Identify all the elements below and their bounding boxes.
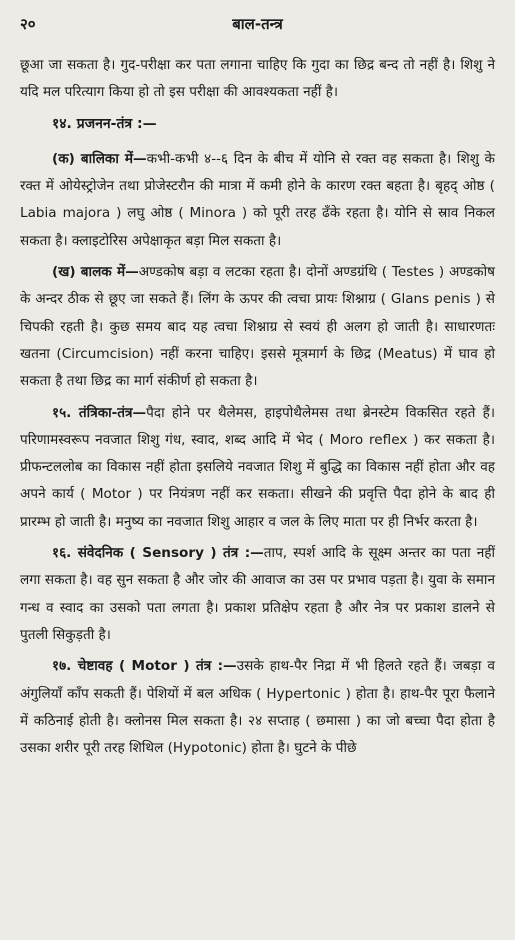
paragraph-lead: (क) बालिका में—	[52, 150, 147, 167]
page-header	[20, 14, 495, 40]
paragraph-text: पैदा होने पर थैलेमस, हाइपोथैलेमस तथा ब्रेनस्टेम विकसित रहते हैं। परिणामस्वरूप नवजात शिशु गंध, स्वाद, शब्द आदि में भेद ( Moro reflex ) कर सकता है। प्रीफन्टललोब का विकास नहीं होता इसलिये नवजात शिशु में बुद्धि का विकास नहीं होता और वह अपने कार्य ( Motor ) पर नियंत्रण नहीं कर सकता। सीखने की प्रवृत्ति पैदा होने के बाद ही प्रारम्भ हो जाती है। मनुष्य का नवजात शिशु आहार व जल के लिए माता पर ही निर्भर करता है।	[20, 404, 495, 530]
paragraph-lead: १७. चेष्टावह ( Motor ) तंत्र :—	[52, 658, 237, 675]
page-number: २०	[20, 15, 36, 33]
paragraph-continued	[20, 52, 495, 107]
paragraph-text: छूआ जा सकता है। गुद-परीक्षा कर पता लगाना चाहिए कि गुदा का छिद्र बन्द तो नहीं है। शिशु ने यदि मल परित्याग किया हो तो इस परीक्षा की आवश्यकता नहीं है।	[20, 57, 496, 101]
paragraph-lead: (ख) बालक में—	[52, 264, 139, 281]
paragraph-text: कभी-कभी ४--६ दिन के बीच में योनि से रक्त वह सकता है। शिशु के रक्त में ओयेस्ट्रोजेन तथा प्रोजेस्टरौन की मात्रा में कमी होने के कारण रक्त बहता है। बृहद् ओष्ठ ( Labia majora ) लघु ओष्ठ ( Minora ) को पूरी तरह ढँके रहता है। योनि से स्राव निकल सकता है। क्लाइटोरिस अपेक्षाकृत बड़ा मिल सकता है।	[20, 150, 495, 249]
paragraph-motor-system	[20, 653, 495, 762]
section-heading-reproductive-system: १४. प्रजनन-तंत्र :—	[52, 115, 157, 132]
body-text	[20, 52, 495, 762]
paragraph-female-child	[20, 146, 495, 255]
paragraph-text: ताप, स्पर्श आदि के सूक्ष्म अन्तर का पता नहीं लगा सकता है। वह सुन सकता है और जोर की आवाज का उस पर प्रभाव पड़ता है। युवा के समान गन्ध व स्वाद का उसको पता लगता है। प्रकाश प्रतिक्षेप रहता है और नेत्र पर प्रकाश डालने से पुतली सिकुड़ती है।	[20, 545, 496, 643]
paragraph-text: उसके हाथ-पैर निद्रा में भी हिलते रहते हैं। जबड़ा व अंगुलियाँ काँप सकती हैं। पेशियों में बल अधिक ( Hypertonic ) होता है। हाथ-पैर पूरा फैलाने में कठिनाई होती है। क्लोनस मिल सकता है। २४ सप्ताह ( छमासा ) का जो बच्चा पैदा होता है उसका शरीर पूरी तरह शिथिल (Hypotonic) होता है। घुटने के पीछे	[20, 658, 495, 757]
paragraph-lead: १५. तंत्रिका-तंत्र—	[52, 404, 147, 421]
paragraph-nervous-system	[20, 400, 495, 536]
paragraph-sensory-system	[20, 540, 495, 649]
paragraph-lead: १६. संवेदनिक ( Sensory ) तंत्र :—	[52, 545, 264, 562]
paragraph-male-child	[20, 259, 495, 395]
running-title: बाल-तन्त्र	[232, 15, 283, 33]
paragraph-text: अण्डकोष बड़ा व लटका रहता है। दोनों अण्डग्रंथि ( Testes ) अण्डकोष के अन्दर ठीक से छूए जा सकते हैं। लिंग के ऊपर की त्वचा प्रायः शिश्नाग्र ( Glans penis ) से चिपकी रहती है। कुछ समय बाद यह त्वचा शिश्नाग्र से स्वयं ही अलग हो जाती है। साधारणतः खतना (Circumcision) नहीं करना चाहिए। इससे मूत्रमार्ग के छिद्र (Meatus) में घाव हो सकता है तथा छिद्र का मार्ग संकीर्ण हो सकता है।	[20, 264, 495, 390]
